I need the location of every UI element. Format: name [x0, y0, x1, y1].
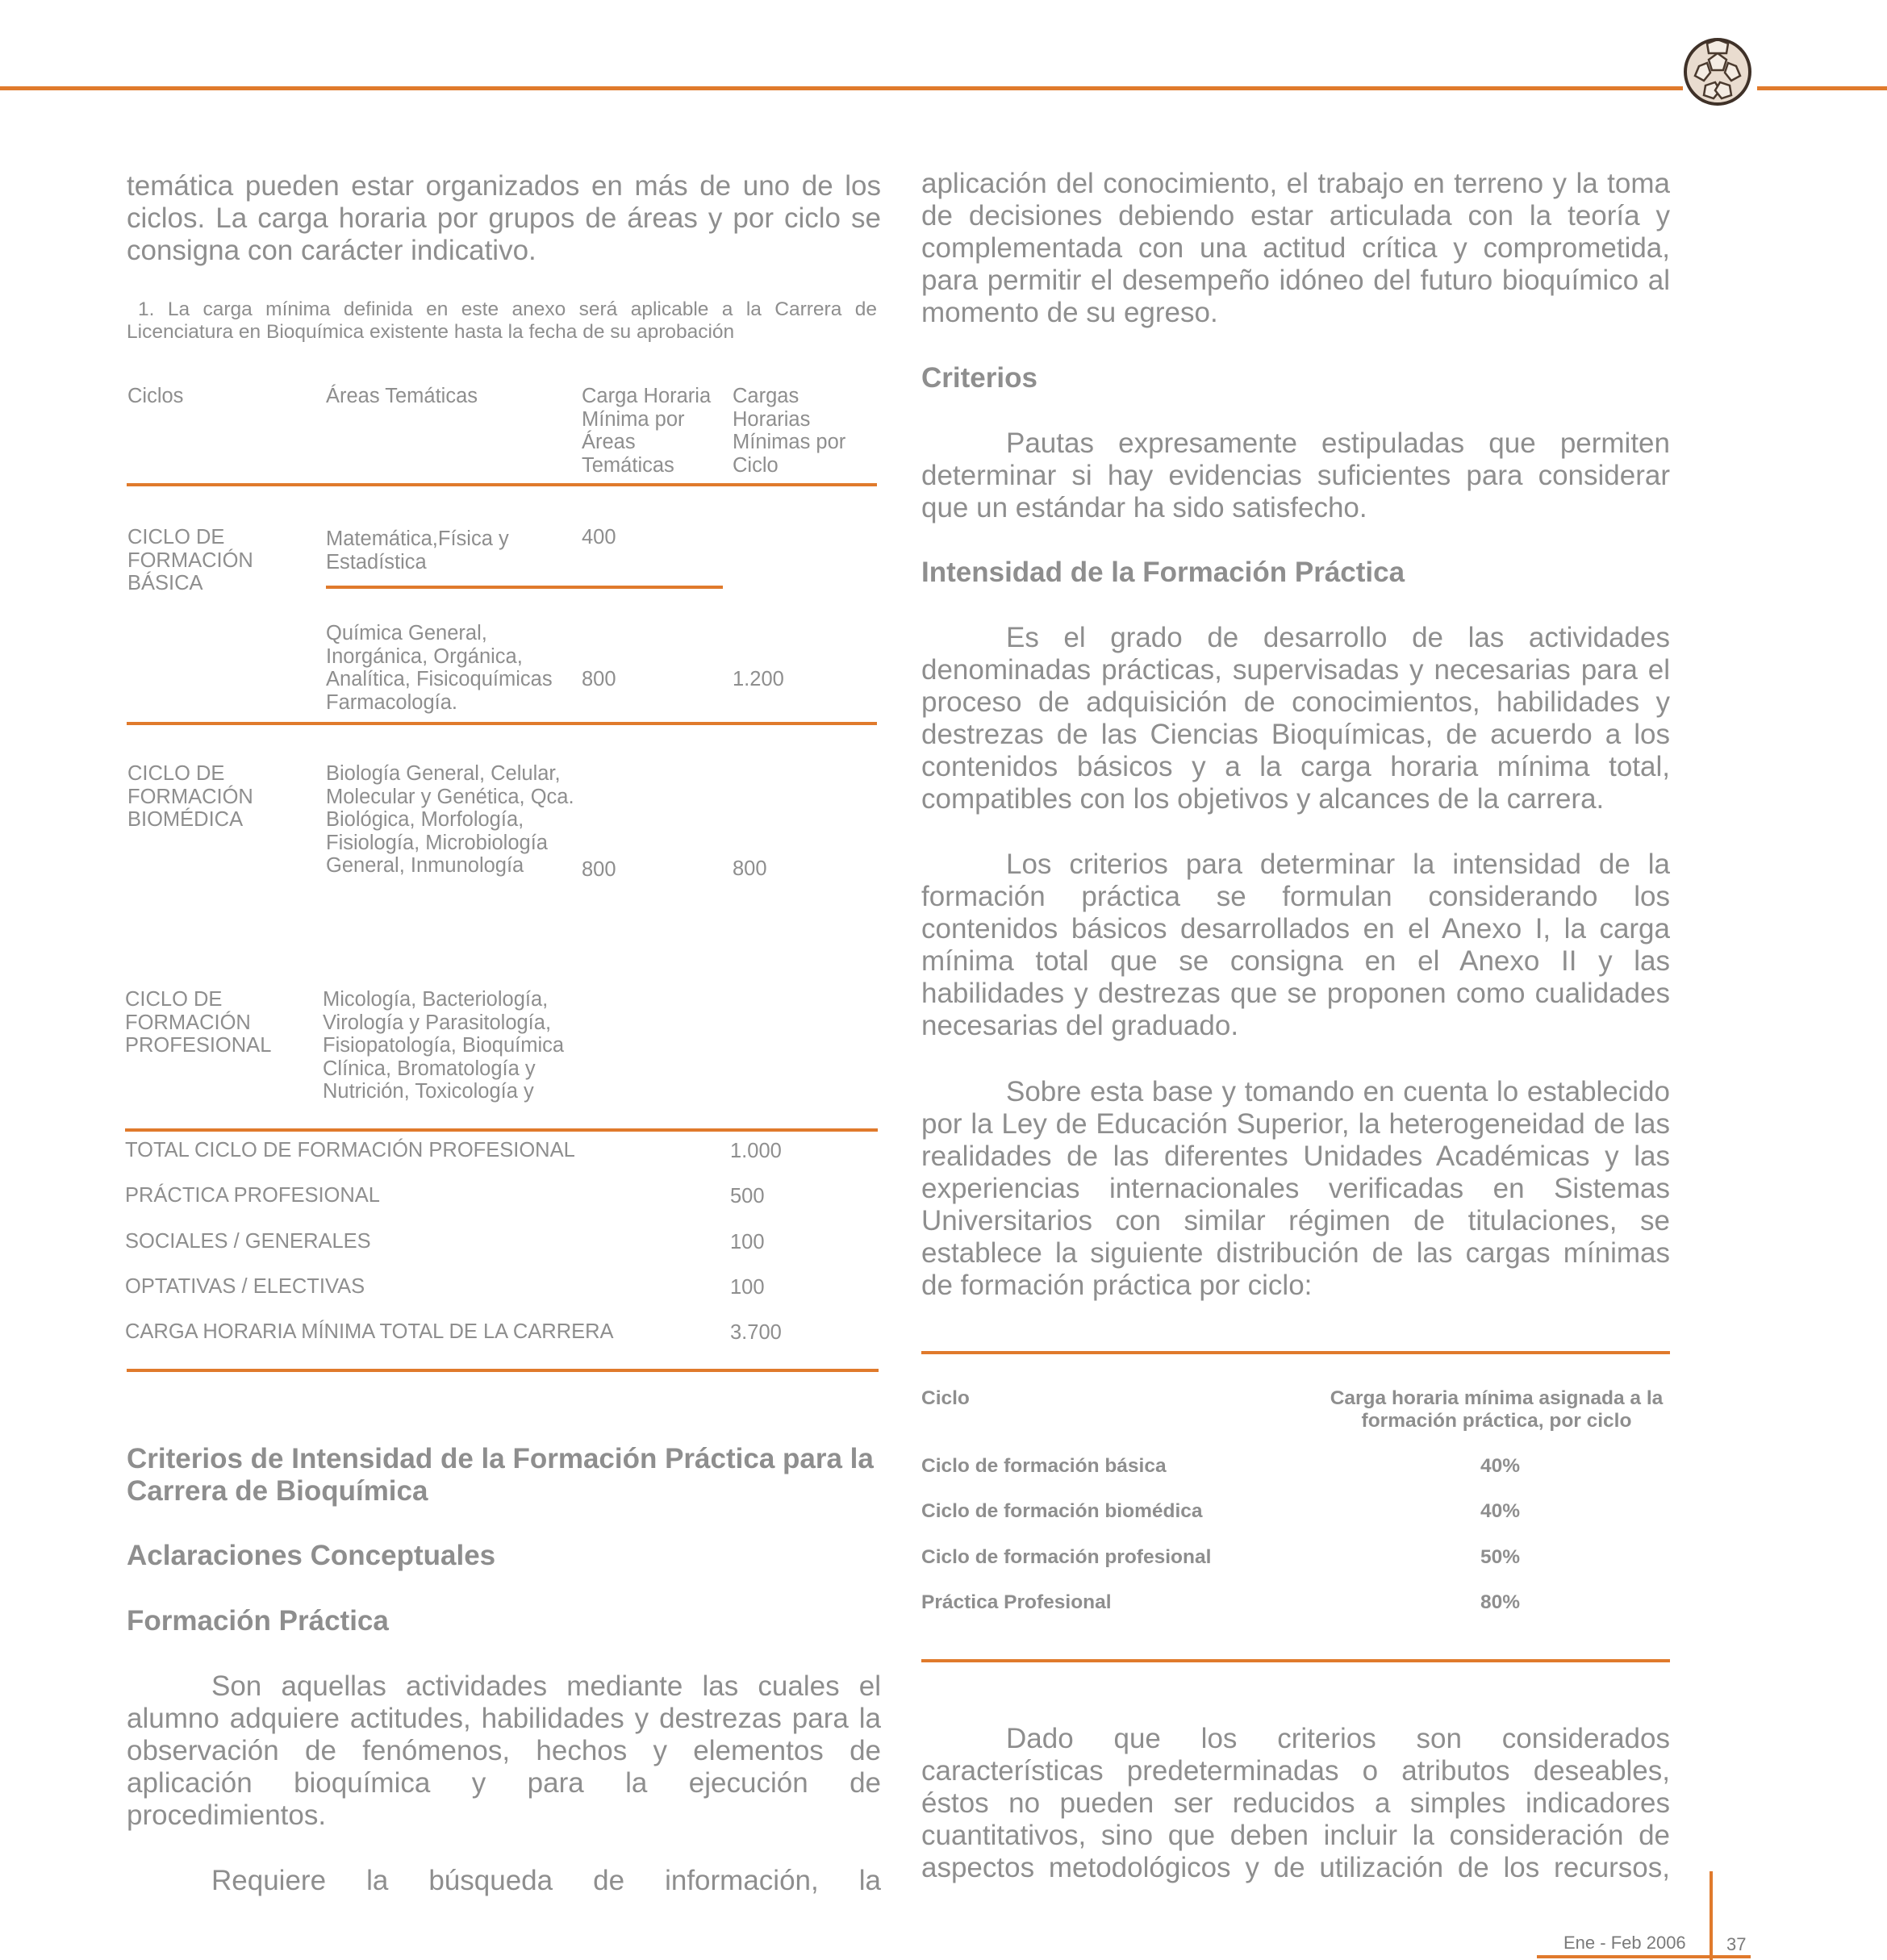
paragraph-sobre: Sobre esta base y tomando en cuenta lo establecido por la Ley de Educación Superior, la heterogeneidad de las realidades de las diferentes Unidades Académicas y las experiencias internacionales verificadas en Sistemas Universitarios con similar régimen de titulaciones, se establece la siguiente distribución de las cargas mínimas de formación práctica por ciclo: — [921, 1076, 1670, 1301]
heading-aclaraciones: Aclaraciones Conceptuales — [127, 1540, 496, 1571]
table-rule-bottom — [127, 1369, 879, 1372]
table-cell-ciclo: Ciclo de formación profesional — [921, 1546, 1212, 1568]
table-rule — [921, 1351, 1670, 1354]
summary-label: PRÁCTICA PROFESIONAL — [125, 1184, 380, 1207]
table-cell-carga-area: 400 — [582, 526, 616, 548]
summary-value: 3.700 — [730, 1321, 782, 1344]
footer-rule — [1537, 1955, 1751, 1958]
table-cell-carga-area: 800 — [582, 668, 616, 690]
header-rule — [0, 86, 1683, 90]
table-rule — [127, 483, 877, 486]
paragraph-requiere: Requiere la búsqueda de información, la — [211, 1865, 881, 1896]
footer-divider — [1710, 1871, 1713, 1960]
table-cell-carga-ciclo: 1.200 — [733, 668, 784, 690]
table-cell-pct: 80% — [1480, 1591, 1521, 1613]
table-rule — [127, 722, 877, 725]
fullerene-molecule-icon — [1681, 35, 1754, 108]
summary-label: SOCIALES / GENERALES — [125, 1230, 371, 1253]
table-cell-ciclo: CICLO DE FORMACIÓN PROFESIONAL — [125, 988, 272, 1057]
intro-paragraph: temática pueden estar organizados en más de uno de los ciclos. La carga horaria por grupos de áreas y por ciclo se consigna con carácter indicativo. — [127, 170, 881, 266]
paragraph-dado: Dado que los criterios son considerados características predeterminadas o atributos deseables, éstos no pueden ser reducidos a simples indicadores cuantitativos, sino que deben incluir la consideración de aspectos metodológicos y de utilización de los recursos, — [921, 1723, 1670, 1883]
heading-criterios: Criterios — [921, 362, 1037, 394]
paragraph-pautas: Pautas expresamente estipuladas que permiten determinar si hay evidencias suficientes para considerar que un estándar ha sido satisfecho. — [921, 427, 1670, 523]
table-cell-ciclo: CICLO DE FORMACIÓN BÁSICA — [127, 526, 253, 594]
table-cell-area: Biología General, Celular, Molecular y Genética, Qca. Biológica, Morfología, Fisiología, Microbiología General, Inmunología — [326, 762, 574, 877]
table-header-carga-ciclo: Cargas Horarias Mínimas por Ciclo — [733, 385, 846, 477]
table-cell-area: Micología, Bacteriología, Virología y Parasitología, Fisiopatología, Bioquímica Clínica, Bromatología y Nutrición, Toxicología y — [323, 988, 565, 1103]
paragraph-criterios-determinar: Los criterios para determinar la intensidad de la formación práctica se formulan considerando los contenidos básicos desarrollados en el Anexo I, la carga mínima total que se consigna en el Anexo II y las habilidades y destrezas que se proponen como cualidades necesarias del graduado. — [921, 849, 1670, 1041]
table-cell-ciclo: Práctica Profesional — [921, 1591, 1112, 1613]
table-header-carga: Carga horaria mínima asignada a la formación práctica, por ciclo — [1330, 1387, 1664, 1432]
summary-value: 500 — [730, 1185, 765, 1207]
heading-formacion-practica: Formación Práctica — [127, 1605, 389, 1637]
header-rule-right — [1757, 86, 1887, 90]
summary-label: TOTAL CICLO DE FORMACIÓN PROFESIONAL — [125, 1139, 575, 1161]
summary-label: OPTATIVAS / ELECTIVAS — [125, 1275, 365, 1298]
footer-date: Ene - Feb 2006 — [1563, 1933, 1686, 1953]
table-header-ciclos: Ciclos — [127, 385, 184, 407]
table-header-areas: Áreas Temáticas — [326, 385, 478, 407]
summary-value: 100 — [730, 1276, 765, 1299]
heading-criterios-intensidad: Criterios de Intensidad de la Formación Práctica para la Carrera de Bioquímica — [127, 1443, 874, 1507]
table-header-ciclo: Ciclo — [921, 1387, 970, 1409]
table-cell-ciclo: Ciclo de formación biomédica — [921, 1500, 1203, 1522]
footnote: 1. La carga mínima definida en este anexo será aplicable a la Carrera de Licenciatura en Bioquímica existente hasta la fecha de su aprobación — [127, 298, 877, 343]
table-cell-ciclo: Ciclo de formación básica — [921, 1455, 1167, 1477]
table-cell-carga-ciclo: 800 — [733, 857, 767, 880]
page-number: 37 — [1726, 1934, 1747, 1954]
table-rule — [125, 1128, 878, 1132]
table-cell-pct: 50% — [1480, 1546, 1521, 1568]
summary-value: 1.000 — [730, 1140, 782, 1162]
table-cell-pct: 40% — [1480, 1500, 1521, 1522]
table-header-carga-area: Carga Horaria Mínima por Áreas Temáticas — [582, 385, 712, 477]
paragraph-es: Es el grado de desarrollo de las actividades denominadas prácticas, supervisadas y necesarias para el proceso de adquisición de conocimientos, habilidades y destrezas de las Ciencias Bioquímicas, de acuerdo a los contenidos básicos y a la carga horaria mínima total, compatibles con los objetivos y alcances de la carrera. — [921, 622, 1670, 815]
table-cell-pct: 40% — [1480, 1455, 1521, 1477]
table-rule-short — [326, 586, 723, 589]
paragraph-son: Son aquellas actividades mediante las cuales el alumno adquiere actitudes, habilidades y destrezas para la observación de fenómenos, hechos y elementos de aplicación bioquímica y para la ejecución de procedimientos. — [127, 1670, 881, 1831]
paragraph-aplicacion: aplicación del conocimiento, el trabajo en terreno y la toma de decisiones debiendo estar articulada con la teoría y complementada con una actitud crítica y comprometida, para permitir el desempeño idóneo del futuro bioquímico al momento de su egreso. — [921, 168, 1670, 328]
table-cell-area: Matemática,Física y Estadística — [326, 528, 509, 573]
table-cell-carga-area: 800 — [582, 858, 616, 881]
summary-label: CARGA HORARIA MÍNIMA TOTAL DE LA CARRERA — [125, 1320, 614, 1343]
table-rule-bottom — [921, 1659, 1670, 1662]
heading-intensidad: Intensidad de la Formación Práctica — [921, 557, 1405, 588]
table-cell-area: Química General, Inorgánica, Orgánica, Analítica, Fisicoquímicas Farmacología. — [326, 622, 553, 714]
summary-value: 100 — [730, 1231, 765, 1253]
table-cell-ciclo: CICLO DE FORMACIÓN BIOMÉDICA — [127, 762, 253, 831]
